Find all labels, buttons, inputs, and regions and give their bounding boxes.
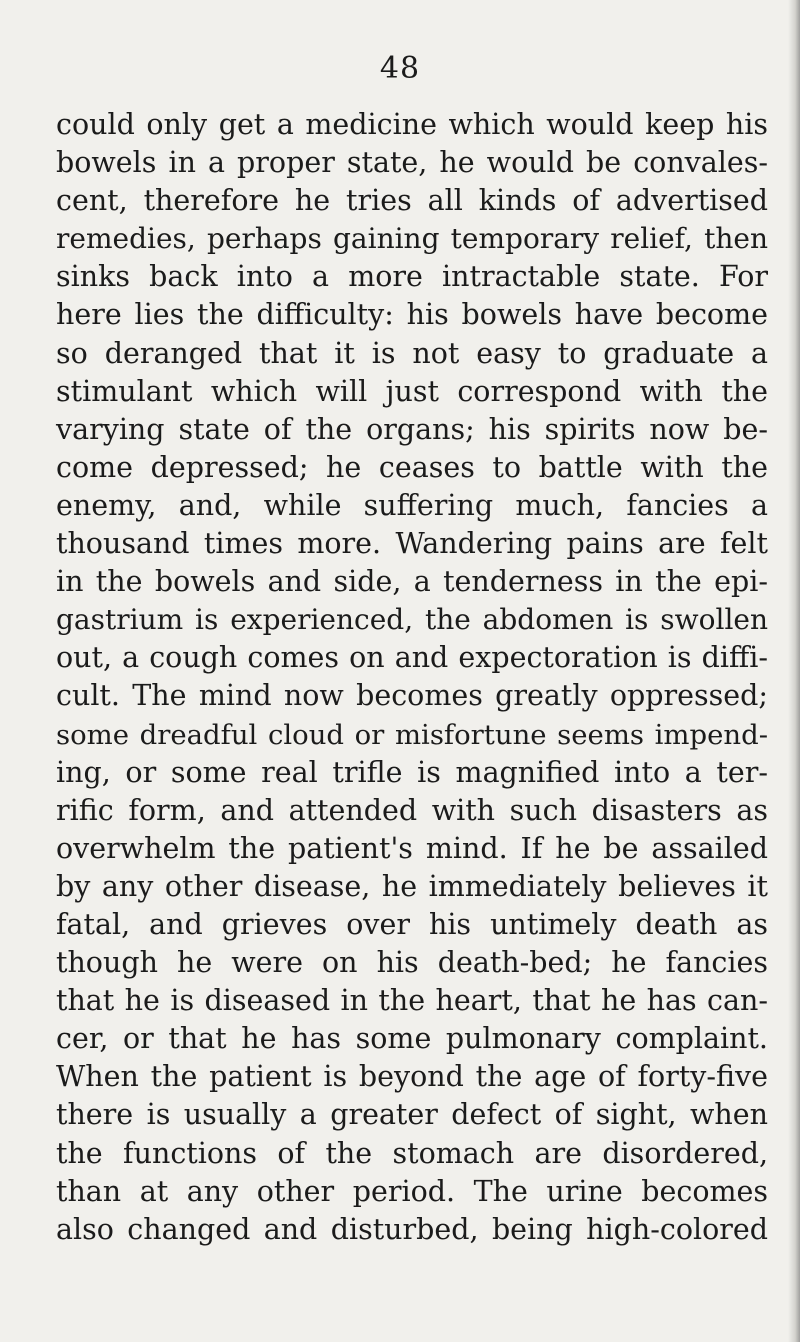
body-text: [56, 106, 768, 1249]
text-line: overwhelm the patient's mind. If he be assailed: [56, 831, 768, 865]
text-line: in the bowels and side, a tenderness in the epi-: [56, 565, 768, 599]
text-line: out, a cough comes on and expectoration is diffi-: [56, 641, 768, 675]
text-line: so deranged that it is not easy to graduate a: [56, 336, 768, 370]
text-line: cer, or that he has some pulmonary complaint.: [56, 1022, 768, 1056]
text-line: gastrium is experienced, the abdomen is swollen: [56, 603, 768, 637]
text-line: here lies the difficulty: his bowels have become: [56, 298, 768, 332]
text-line: stimulant which will just correspond with the: [56, 374, 768, 408]
text-line: come depressed; he ceases to battle with the: [56, 450, 768, 484]
text-line: remedies, perhaps gaining temporary relief, then: [56, 222, 768, 256]
text-line: could only get a medicine which would keep his: [56, 108, 768, 141]
text-line: When the patient is beyond the age of forty-five: [56, 1060, 768, 1094]
text-line: there is usually a greater defect of sight, when: [56, 1098, 768, 1132]
text-line: by any other disease, he immediately believes it: [56, 869, 768, 903]
text-line: fatal, and grieves over his untimely death as: [56, 907, 768, 941]
text-line: also changed and disturbed, being high-colored: [56, 1212, 768, 1246]
page-number: 48: [379, 51, 421, 86]
text-line: the functions of the stomach are disordered,: [56, 1136, 768, 1170]
text-line: enemy, and, while suffering much, fancies a: [56, 488, 768, 522]
text-line: sinks back into a more intractable state. For: [56, 260, 768, 294]
text-line: rific form, and attended with such disasters as: [56, 793, 768, 827]
text-line: though he were on his death-bed; he fancies: [56, 946, 768, 980]
text-line: bowels in a proper state, he would be convales-: [56, 146, 768, 180]
text-line: cult. The mind now becomes greatly oppressed;: [56, 679, 768, 713]
text-line: varying state of the organs; his spirits now be-: [56, 412, 768, 446]
text-line: that he is diseased in the heart, that he has can-: [56, 984, 768, 1018]
page-edge-shadow: [788, 0, 800, 1342]
text-line: ing, or some real trifle is magnified into a ter-: [56, 755, 768, 789]
text-line: thousand times more. Wandering pains are felt: [56, 527, 768, 561]
text-line: than at any other period. The urine becomes: [56, 1174, 768, 1208]
text-line: some dreadful cloud or misfortune seems impend-: [56, 718, 768, 751]
text-line: cent, therefore he tries all kinds of advertised: [56, 184, 768, 218]
